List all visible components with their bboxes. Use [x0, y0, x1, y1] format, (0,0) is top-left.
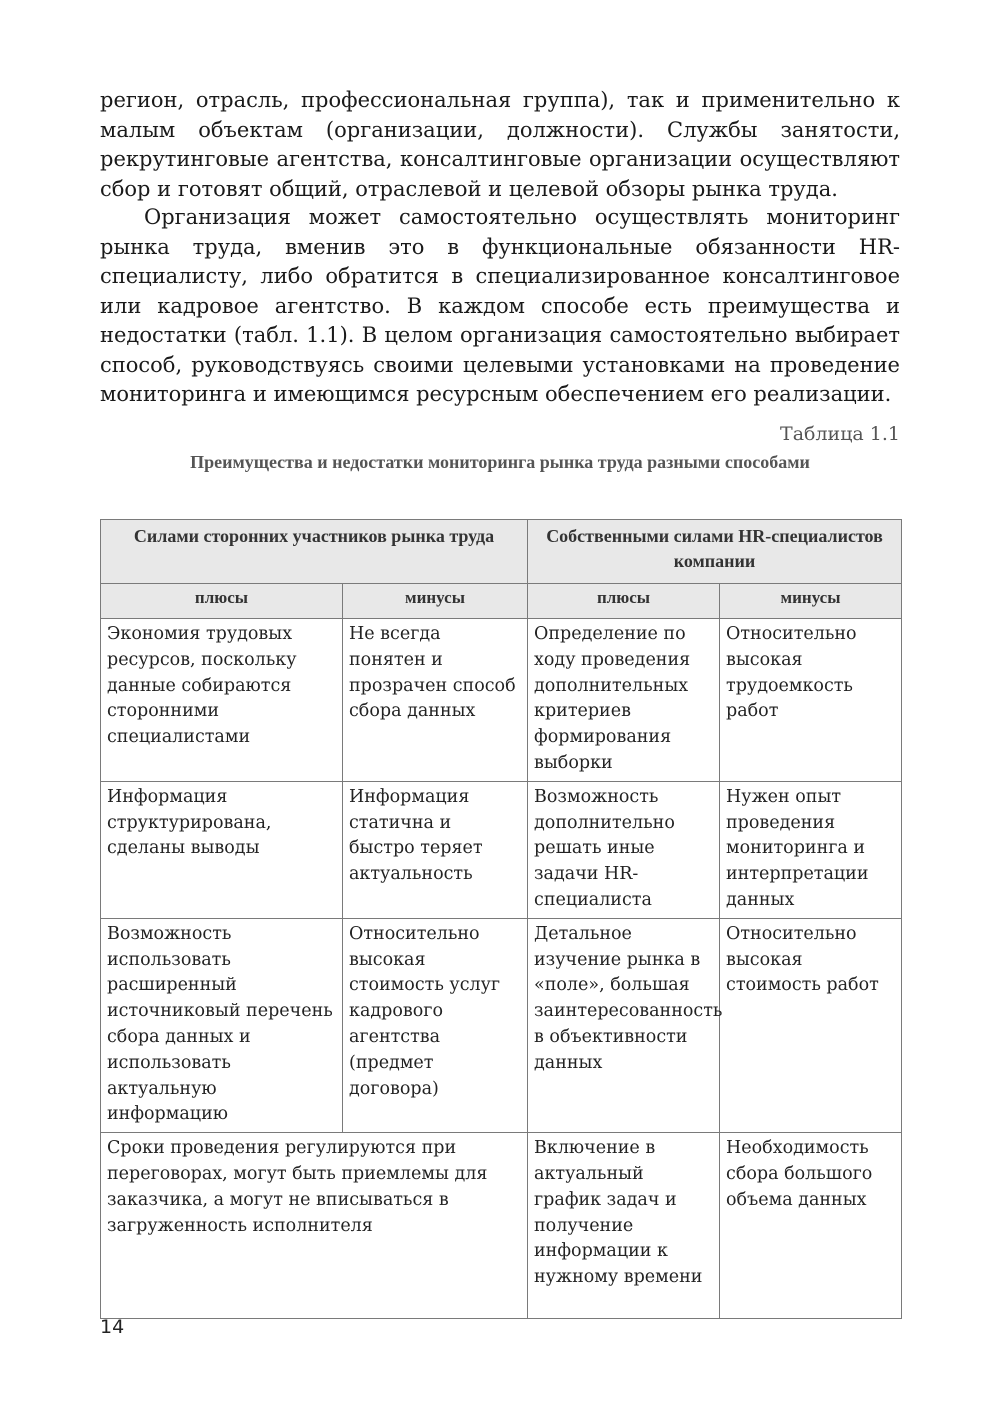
- table-cell-merged: Сроки проведения регулируются при переговорах, могут быть приемлемы для заказчика, а могут не вписываться в загруженность исполнителя: [101, 1133, 528, 1319]
- body-paragraph-1: регион, отрасль, профессиональная группа), так и применительно к малым объектам (организации, должности). Службы занятости, рекрутинговые агентства, консалтинговые организации осуществляют сбор и готовят общий, отраслевой и целевой обзоры рынка труда.: [100, 88, 900, 201]
- body-paragraph-2: Организация может самостоятельно осуществлять мониторинг рынка труда, вменив это в функциональные обязанности HR-специалисту, либо обратится в специализированное консалтинговое или кадровое агентство. В каждом способе есть преимущества и недостатки (табл. 1.1). В целом организация самостоятельно выбирает способ, руководствуясь своими целевыми установками на проведение мониторинга и имеющимся ресурсным обеспечением его реализации.: [100, 205, 900, 406]
- table-cell: Относительно высокая стоимость услуг кадрового агентства (предмет договора): [343, 918, 528, 1132]
- subheader-internal-minus: минусы: [720, 584, 902, 619]
- table-cell: Информация структурирована, сделаны выводы: [101, 781, 343, 918]
- group-header-internal: Собственными силами HR-специалистов компании: [528, 520, 902, 584]
- table-row: [101, 1133, 902, 1319]
- table-label: Таблица 1.1: [780, 423, 900, 445]
- subheader-external-plus: плюсы: [101, 584, 343, 619]
- table-row: [101, 918, 902, 1132]
- table-cell: Экономия трудовых ресурсов, поскольку данные собираются сторонними специалистами: [101, 619, 343, 782]
- table-cell: Детальное изучение рынка в «поле», большая заинтересованность в объективности данных: [528, 918, 720, 1132]
- table-cell: Возможность дополнительно решать иные задачи HR-специалиста: [528, 781, 720, 918]
- comparison-table: [100, 519, 902, 1319]
- table-cell: Определение по ходу проведения дополнительных критериев формирования выборки: [528, 619, 720, 782]
- table-cell: Относительно высокая стоимость работ: [720, 918, 902, 1132]
- table-cell: Относительно высокая трудоемкость работ: [720, 619, 902, 782]
- table-cell: Нужен опыт проведения мониторинга и интерпретации данных: [720, 781, 902, 918]
- table-row: [101, 619, 902, 782]
- table-cell: Необходимость сбора большого объема данных: [720, 1133, 902, 1319]
- table-row: [101, 781, 902, 918]
- table-cell: Информация статична и быстро теряет актуальность: [343, 781, 528, 918]
- subheader-external-minus: минусы: [343, 584, 528, 619]
- table-cell: Не всегда понятен и прозрачен способ сбора данных: [343, 619, 528, 782]
- subheader-internal-plus: плюсы: [528, 584, 720, 619]
- table-caption: Преимущества и недостатки мониторинга рынка труда разными способами: [190, 452, 810, 472]
- page-number: 14: [100, 1316, 125, 1338]
- table-cell: Включение в актуальный график задач и получение информации к нужному времени: [528, 1133, 720, 1319]
- group-header-external: Силами сторонних участников рынка труда: [101, 520, 528, 584]
- table-cell: Возможность использовать расширенный источниковый перечень сбора данных и использовать актуальную информацию: [101, 918, 343, 1132]
